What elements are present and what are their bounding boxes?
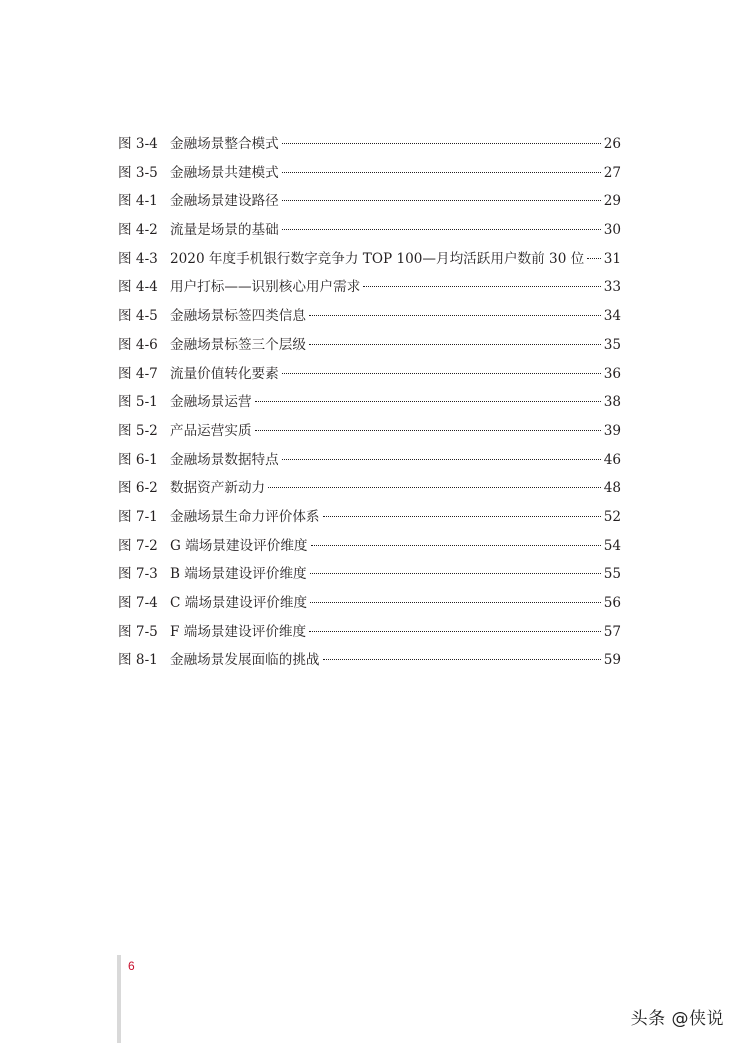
figure-number: 图 5-1: [118, 394, 158, 411]
figure-title: 金融场景整合模式: [170, 136, 279, 152]
page-reference: 33: [603, 279, 621, 296]
dot-leader: [268, 487, 601, 488]
figure-title: 金融场景建设路径: [170, 193, 279, 210]
watermark: 头条 @侠说: [630, 1009, 724, 1029]
figure-number: 图 4-5: [118, 308, 158, 325]
figure-title: 数据资产新动力: [170, 480, 266, 497]
figure-title: 流量价值转化要素: [170, 365, 279, 382]
dot-leader: [310, 573, 601, 574]
toc-entry[interactable]: [118, 360, 621, 389]
page-reference: 59: [603, 652, 621, 669]
figure-number: 图 7-5: [118, 623, 158, 640]
page-reference: 31: [603, 250, 621, 267]
page-reference: 38: [603, 394, 621, 411]
figure-title: 金融场景发展面临的挑战: [170, 652, 320, 669]
figure-number: 图 7-1: [118, 508, 158, 525]
page-reference: 34: [603, 308, 621, 325]
page-reference: 52: [603, 508, 621, 525]
page-number: 6: [128, 959, 135, 973]
page-reference: 39: [603, 422, 621, 439]
dot-leader: [311, 545, 601, 546]
page-reference: 57: [603, 623, 621, 640]
toc-entry[interactable]: [118, 503, 621, 532]
page-reference: 27: [603, 164, 621, 181]
figure-number: 图 6-2: [118, 480, 158, 497]
figure-title: F 端场景建设评价维度: [170, 623, 307, 640]
dot-leader: [282, 373, 601, 374]
toc-entry[interactable]: [118, 474, 621, 503]
figure-number: 图 7-3: [118, 566, 158, 583]
dot-leader: [309, 315, 601, 316]
dot-leader: [282, 229, 601, 230]
figure-title: 金融场景生命力评价体系: [170, 508, 320, 525]
toc-entry[interactable]: [118, 589, 621, 618]
page-reference: 36: [603, 365, 621, 382]
toc-entry[interactable]: [118, 159, 621, 188]
toc-entry[interactable]: [118, 618, 621, 647]
figure-title: 金融场景标签三个层级: [170, 336, 306, 353]
figure-title: 用户打标——识别核心用户需求: [170, 279, 361, 296]
toc-entry[interactable]: [118, 187, 621, 216]
toc-entry[interactable]: [118, 130, 621, 159]
figure-number: 图 3-5: [118, 164, 158, 181]
figure-number: 图 6-1: [118, 451, 158, 468]
figure-title: 金融场景运营: [170, 394, 252, 411]
dot-leader: [255, 401, 601, 402]
page-reference: 48: [603, 480, 621, 497]
dot-leader: [282, 459, 601, 460]
toc-entry[interactable]: [118, 302, 621, 331]
toc-entry[interactable]: [118, 245, 621, 274]
figure-number: 图 8-1: [118, 652, 158, 669]
dot-leader: [282, 143, 601, 144]
dot-leader: [310, 602, 601, 603]
dot-leader: [363, 286, 600, 287]
figure-number: 图 4-6: [118, 336, 158, 353]
page-reference: 30: [603, 222, 621, 239]
toc-entry[interactable]: [118, 331, 621, 360]
figure-number: 图 3-4: [118, 136, 158, 152]
figure-title: 2020 年度手机银行数字竞争力 TOP 100—月均活跃用户数前 30 位: [170, 250, 585, 267]
page-reference: 54: [603, 537, 621, 554]
footer-side-bar: [117, 955, 121, 1043]
dot-leader: [282, 200, 601, 201]
figure-number: 图 4-4: [118, 279, 158, 296]
figure-title: G 端场景建设评价维度: [170, 537, 308, 554]
figure-title: B 端场景建设评价维度: [170, 566, 307, 583]
page-reference: 26: [603, 136, 621, 152]
figure-list: [118, 130, 621, 675]
figure-title: 流量是场景的基础: [170, 222, 279, 239]
toc-entry[interactable]: [118, 388, 621, 417]
toc-entry[interactable]: [118, 216, 621, 245]
figure-number: 图 5-2: [118, 422, 158, 439]
dot-leader: [323, 659, 601, 660]
toc-entry[interactable]: [118, 417, 621, 446]
toc-entry[interactable]: [118, 646, 621, 675]
figure-number: 图 4-1: [118, 193, 158, 210]
figure-title: 金融场景共建模式: [170, 164, 279, 181]
toc-entry[interactable]: [118, 273, 621, 302]
figure-title: 金融场景数据特点: [170, 451, 279, 468]
toc-entry[interactable]: [118, 560, 621, 589]
figure-title: 金融场景标签四类信息: [170, 308, 306, 325]
dot-leader: [587, 258, 600, 259]
figure-number: 图 4-7: [118, 365, 158, 382]
dot-leader: [282, 172, 601, 173]
page-reference: 56: [603, 595, 621, 611]
figure-number: 图 7-4: [118, 595, 158, 611]
page-reference: 46: [603, 451, 621, 468]
page-reference: 35: [603, 336, 621, 353]
toc-entry[interactable]: [118, 532, 621, 561]
toc-entry[interactable]: [118, 446, 621, 475]
dot-leader: [323, 516, 601, 517]
dot-leader: [309, 631, 601, 632]
page-reference: 55: [603, 566, 621, 583]
page-reference: 29: [603, 193, 621, 210]
figure-number: 图 4-3: [118, 250, 158, 267]
dot-leader: [309, 344, 601, 345]
figure-title: C 端场景建设评价维度: [170, 595, 308, 611]
figure-number: 图 4-2: [118, 222, 158, 239]
figure-number: 图 7-2: [118, 537, 158, 554]
figure-title: 产品运营实质: [170, 422, 252, 439]
dot-leader: [255, 430, 601, 431]
